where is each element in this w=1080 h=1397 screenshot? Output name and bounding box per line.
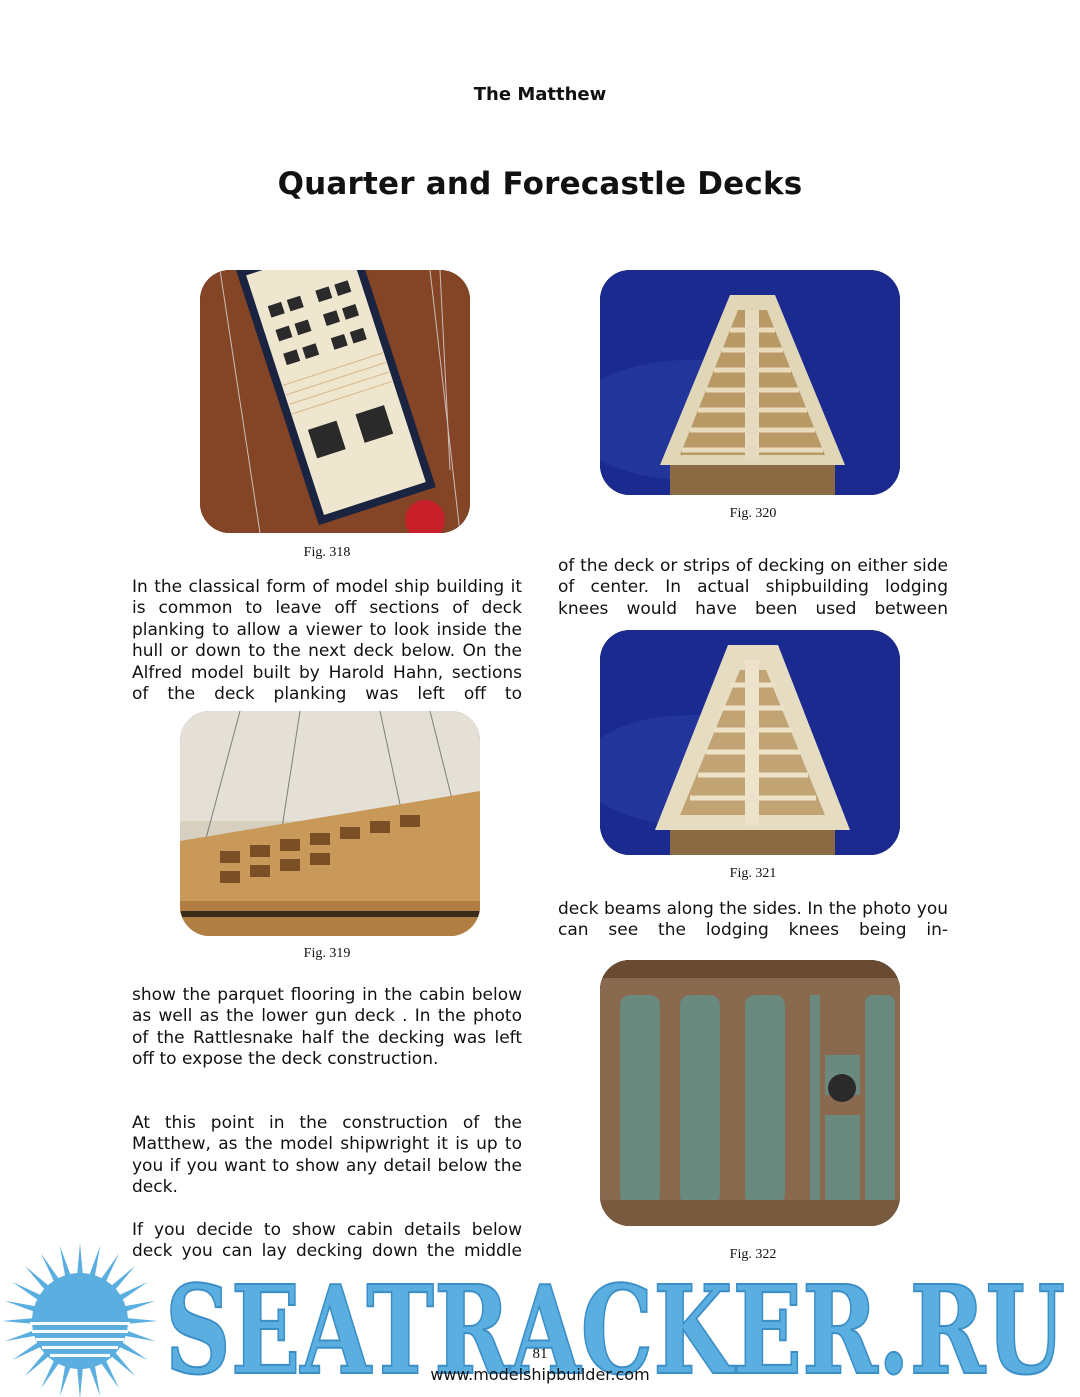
sun-ray (122, 1329, 156, 1341)
figure-318-photo (200, 270, 470, 533)
figure-319-photo (180, 711, 480, 936)
sun-ray (5, 1329, 39, 1341)
sun-ray (13, 1282, 44, 1302)
figure-321-caption: Fig. 321 (729, 866, 777, 881)
sun-ray (77, 1243, 83, 1277)
figure-322-caption: Fig. 322 (729, 1247, 777, 1262)
sun-ray (117, 1282, 148, 1302)
left-paragraph-2: show the parquet flooring in the cabin below as well as the lower gun deck . In the photo of the Rattlesnake half the decking was left off to expose the deck construction. (132, 985, 522, 1070)
figure-319-caption: Fig. 319 (303, 946, 351, 961)
page-title: Quarter and Forecastle Decks (277, 166, 803, 202)
figure-320-caption: Fig. 320 (729, 506, 777, 521)
running-title: The Matthew (473, 84, 607, 105)
sun-ray (25, 1266, 51, 1292)
figure-320-photo (600, 270, 900, 495)
left-paragraph-4: If you decide to show cabin details below deck you can lay decking down the middle (132, 1220, 522, 1262)
sun-ray (5, 1301, 39, 1313)
page-number: 81 (532, 1346, 548, 1362)
sun-ray (88, 1246, 100, 1280)
figure-321-photo (600, 630, 900, 855)
figure-322-photo (600, 960, 900, 1226)
sun-ray (99, 1254, 119, 1285)
sun-ray (109, 1266, 135, 1292)
sun-ray (41, 1254, 61, 1285)
left-paragraph-3: At this point in the construction of the Matthew, as the model shipwright it is up to you if you want to show any detail below the deck. (132, 1113, 522, 1198)
sun-ray (60, 1246, 72, 1280)
right-paragraph-2: deck beams along the sides. In the photo you can see the lodging knees being in- (558, 899, 948, 941)
ship-deck-top-view-image (200, 270, 470, 533)
lodging-knees-image (600, 960, 900, 1226)
right-paragraph-1: of the deck or strips of decking on either side of center. In actual shipbuilding lodging knees would have been used between (558, 556, 948, 619)
deck-frame-on-blue-image (600, 270, 900, 495)
sun-ray (124, 1318, 158, 1324)
watermark-text: SEATRACKER.RU (165, 1258, 1065, 1397)
deck-frame-with-knees-image (600, 630, 900, 855)
sun-ray (122, 1301, 156, 1313)
sun-ray (2, 1318, 36, 1324)
footer-url: www.modelshipbuilder.com (430, 1365, 650, 1384)
figure-318-caption: Fig. 318 (303, 545, 351, 560)
left-paragraph-1: In the classical form of model ship building it is common to leave off sections of deck planking to allow a viewer to look inside the hull or down to the next deck below. On the Alfred model built by Harold Hahn, sections of the deck planking was left off to (132, 577, 522, 705)
rattlesnake-deck-image (180, 711, 480, 936)
